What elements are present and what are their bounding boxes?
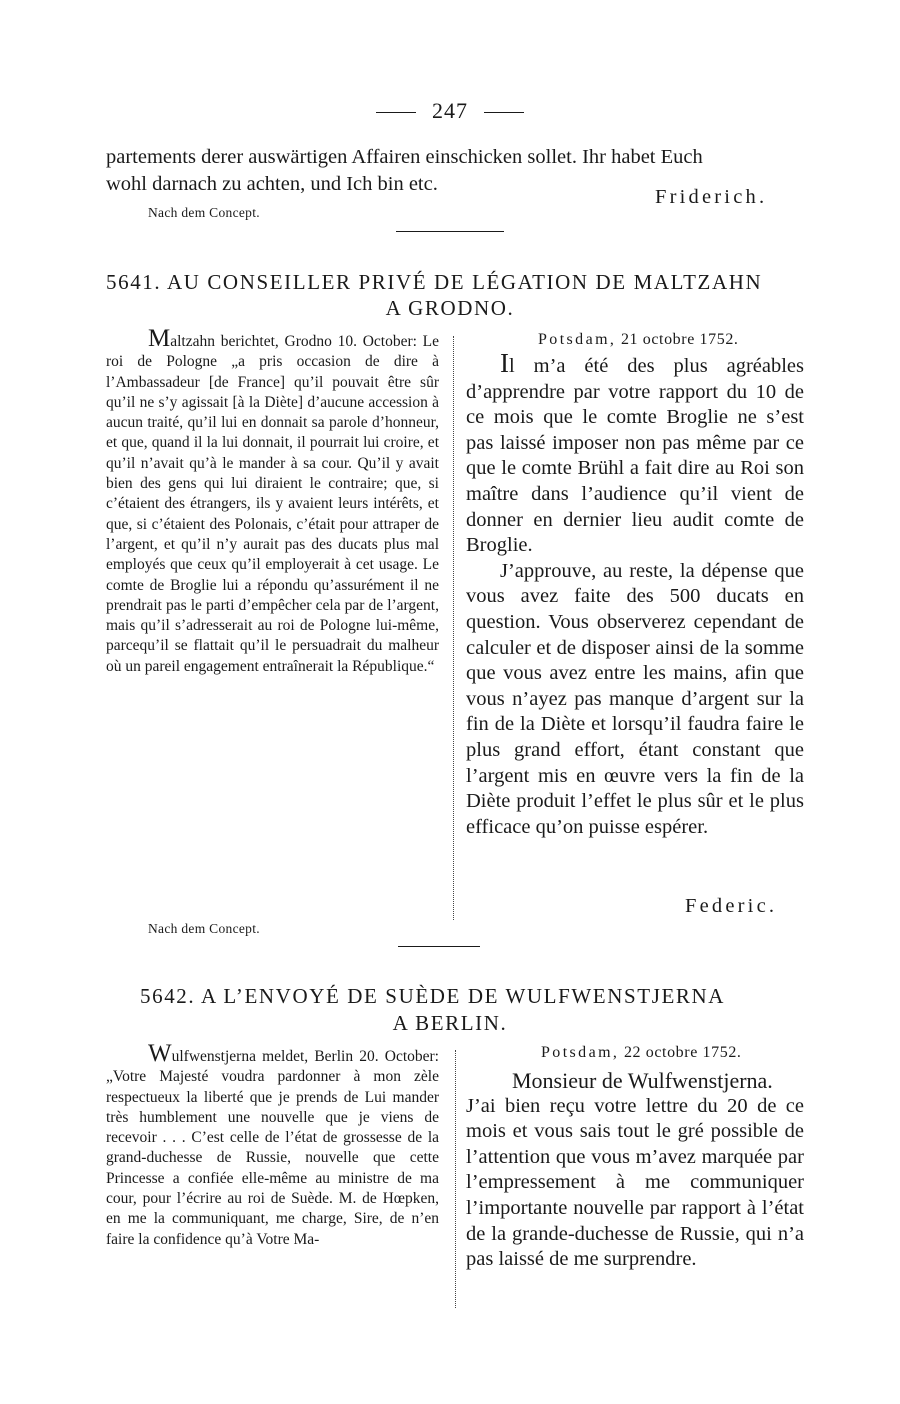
letter-5641-dateline-date: 21 octobre 1752. [620, 331, 739, 348]
letter-5641-body-para1-text: l m’a été des plus agréables d’apprendre par votre rapport du 10 de ce mois que le comte Broglie ne s’est pas laissé imposer non pas même par ce que le comte Brühl a fait dire au Roi son maître dans l’audience qu’il vient de donner en dernier lieu audit comte de Broglie. [466, 355, 804, 557]
letter-5642-summary [106, 1040, 439, 1250]
letter-5641-summary-text: altzahn berichtet, Grodno 10. October: Le roi de Pologne „a pris occasion de dire à l’Ambassadeur [de France] qu’il pouvait être sûr qu’il ne s’y agissait [à la Diète] d’aucune accession à aucun traité, qu’il lui en donnait sa parole d’honneur, et que, quand il la lui donnait, il pourrait lui croire, et qu’il n’avait qu’à le mander à sa cour. Qu’il y avait bien des gens qui lui diraient le contraire; que, si c’étaient des étrangers, ils y avaient leurs intérêts, et que, si c’étaient des Polonais, c’était pour attraper de l’argent, et qu’il n’y aurait pas des ducats plus mal employés que ceux qu’il employerait à cet usage. Le comte de Broglie lui a répondu qu’assurément il ne prendrait pas le parti d’empêcher cela par de l’argent, mais qu’il s’adresserait au roi de Pologne lui-même, parcequ’il se flattait qu’il le persuadrait du malheur où un pareil engagement entraînerait la République.“ [106, 333, 439, 675]
page-number [0, 98, 900, 124]
letter-5642-dateline [541, 1044, 742, 1062]
page-number-text: 247 [432, 98, 468, 123]
letter-5641-body-para2: J’approuve, au reste, la dépense que vous avez faite des 500 ducats en question. Vous observerez cependant de calculer et de disposer ainsi de la somme que vous avez entre les mains, afin que vous n’ayez pas manque d’argent sur la fin de la Diète et lorsqu’il faudra faire le plus grand effort, étant constant que l’argent mis en œuvre vers la fin de la Diète produit l’effet le plus sûr et le plus efficace qu’on puisse espérer. [466, 559, 804, 838]
letter-5641-heading-line1: 5641. AU CONSEILLER PRIVÉ DE LÉGATION DE MALTZAHN [106, 270, 763, 294]
letter-5641-dateline-place: Potsdam, [538, 331, 617, 348]
letter-5642-summary-initial: W [148, 1040, 172, 1067]
letter-5642-summary-text: ulfwenstjerna meldet, Berlin 20. October: „Votre Majesté voudra pardonner à mon zèle respectueux la liberté que je prends de Lui mander très humblement une nouvelle que je viens de recevoir . . . C’est celle de l’état de grossesse de la grand-duchesse de Russie, nouvelle que cette Princesse a confiée elle-même au ministre de ma cour, pour l’écrire au roi de Suède. M. de Hœpken, en me la communiquant, me charge, Sire, de n’en faire la confidence qu’à Votre Ma- [106, 1048, 439, 1248]
top-paragraph-line1: partements derer auswärtigen Affairen einschicken sollet. Ihr habet Euch [106, 146, 703, 168]
letter-5642-dateline-place: Potsdam, [541, 1044, 620, 1061]
letter-5642-dateline-date: 22 octobre 1752. [623, 1044, 742, 1061]
page-number-dash-right [484, 112, 524, 113]
letter-5641-body [466, 348, 804, 840]
top-signature: Friderich. [655, 186, 768, 208]
letter-5641-summary-initial: M [148, 325, 171, 352]
letter-5641-heading-line2: A GRODNO. [385, 296, 515, 320]
top-source-note: Nach dem Concept. [148, 205, 260, 220]
letter-5641-body-para1 [466, 348, 804, 559]
letter-5641-signature: Federic. [685, 895, 778, 917]
column-separator-5641 [453, 336, 454, 920]
top-paragraph-line2: wohl darnach zu achten, und Ich bin etc. [106, 172, 438, 195]
section-divider [396, 231, 504, 232]
letter-5642-body [466, 1068, 804, 1273]
letter-5641-summary [106, 325, 439, 677]
letter-5641-dateline [538, 331, 739, 349]
letter-5641-body-initial: I [500, 348, 509, 378]
letter-5641-source-note: Nach dem Concept. [148, 921, 260, 936]
section-divider-2 [398, 946, 480, 947]
column-separator-5642 [455, 1050, 456, 1308]
page-number-dash-left [376, 112, 416, 113]
letter-5642-heading-line1: 5642. A L’ENVOYÉ DE SUÈDE DE WULFWENSTJERNA [140, 984, 726, 1008]
letter-5642-salutation: Monsieur de Wulfwenstjerna. [512, 1068, 773, 1093]
letter-5642-body-para1: J’ai bien reçu votre lettre du 20 de ce mois et vous sais tout le gré possible de l’attention que vous m’avez marquée par l’empressement à me communiquer l’importante nouvelle par rapport à l’état de la grande-duchesse de Russie, qui n’a pas laissé de me surprendre. [466, 1094, 804, 1271]
letter-5642-heading-line2: A BERLIN. [392, 1011, 508, 1035]
